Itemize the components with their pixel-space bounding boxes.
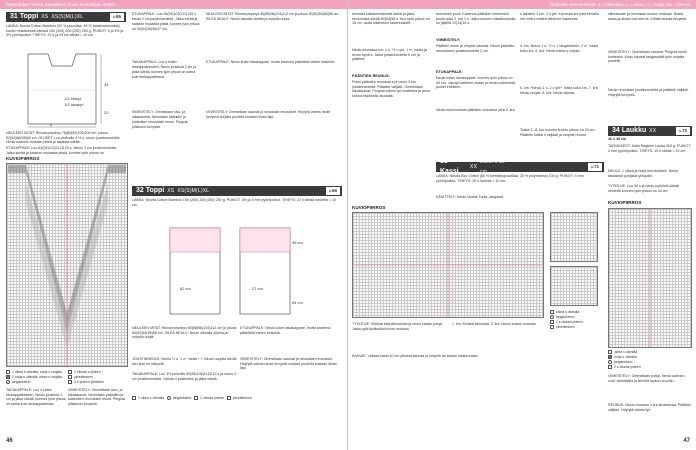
legend-swatch [608,365,612,369]
pattern-33-legend [550,310,604,330]
pattern-33-body3: 1. krs: Kiinteä silmukka. 2. krs: Neulo kuvion mukaan. [452,322,538,326]
pattern-32-intro: LANKA: Novita Cotton Bamboo 150 (200) 200 (250) 250 g. PUIKOT: 3½ ja 4 mm pyöröpuikot. TIHEYS: 22 s sileää neuletta = 10 cm. [132,198,336,207]
pattern-34-body1: NEULE: 1 oikea ja nurja kerroksittain. Neulo tasaisesti pohjasta ylöspäin. [608,169,679,178]
legend-label: ylivetäminen [232,396,252,400]
legend-label: langankierto [172,396,192,400]
col1-text1: kerrosta kaksinkertaisesti lanka ja jatka neulomista sileää 50(54)58 s. Kun työn pituus on 18 cm, aloita kädentien kavennukset. [352,12,430,26]
left-page-number: 46 [6,438,13,444]
col3-text2: 4. krs: Neulo 1 o, *2 o, 1 langankierto, 2 o*, toista koko krs. 5. krs: Neulo kaikki s nurjaa. [520,44,599,53]
pattern-31-body4: VIIMEISTELY: Ommellaan sivu- ja olkasaumat. Neulotaan pääntien ja kädentien reunuksiin resori. Pingota pitsikuvio kevyesti. [68,388,126,406]
col3-text1: s takaisin 1 krs: 2 n yht. Kavenna krs joka kerralla niin että s määrä vähenee tasaisesti. [520,12,599,21]
col2-subtitle1: VIIMEISTELY: [436,38,461,42]
legend-label: 2 s oikeaa yhteen [614,365,641,369]
left-column-text-5: NEULEEN MITAT: Rinnanympärys 80(88)96(104)112 cm ja pituus 50(52)54(56)58 cm. SILEÄ NEULE: Neulo oikealla oikeita ja nurjalla nurjia. [206,12,340,21]
pattern-34-page-ref: ▶ 72 [676,127,690,135]
pattern-32-title: 32 Toppi [136,187,165,194]
pattern-34-title: 34 Laukku [612,127,647,134]
dim-d: 20 [104,110,109,115]
legend-swatch [550,310,554,314]
pattern-33-header-right [516,162,604,172]
col4-text1: silmukkaan ja neulotaan kuvion mukaan. Nosta lanka ja aloita uusi kerros. Kiristä lankaa kevyesti. [608,12,688,21]
dim-e: 5 [50,122,53,127]
col1-subtitle: PÄÄNTIEN REUNUS: [352,74,390,78]
left-column-text-2: ETUKAPPALE: Luo 84(94)102(112)120 s. Neulo 2 cm joustinneuletta. Jatka sileää ja kaavion mukaista pitsiä, kunnes työn pituus on 33(34)35(36)37 cm. [132,12,200,31]
dim-c: 34 [104,82,109,87]
pattern-31-body3: TAKAKAPPALE: Luo s kuten etukappaleeseen. Neulo joustinta 2 cm ja jatka sileää, kunnes työn pituus on sama kuin etukappaleessa. [6,388,66,406]
pattern-33-intro: LANKA: Novita Eco Cotton (80 % kierrätyspuuvillaa, 20 % polyesteria) 100 g. PUIKOT: 4 mm pyöröpuikko. TIHEYS: 20 s kuviota = 10 cm. [436,174,584,183]
legend-label: ylivetäminen [556,325,575,329]
legend-item [167,396,191,400]
p32-dim-a: 62 cm [180,286,191,291]
legend-swatch [550,320,554,324]
legend-item [132,396,164,400]
p32-dim-c: 38 cm [292,240,303,245]
pattern-34-body2: TYÖOHJE: Luo 90 s ja neulo pyörönä sileää neuletta kunnes työn pituus on 44 cm. [608,184,679,193]
col1-text2: Neulo seuraava krs: 1 n, *2 n yht, 1 n*, toista ja neulo loput s. Jatka joustinneuletta 5 cm ja päättele. [352,48,427,62]
legend-label: 1 oikea s oikealla, nurja s nurjalla [12,370,62,374]
legend-label: 2 oikeaa yhteen [200,396,225,400]
legend-label: 3 s yhteen ylivetäen [74,380,104,384]
legend-swatch [608,360,612,364]
pattern-34-legend [608,350,692,370]
legend-label: langankierto [556,315,575,319]
pattern-31-legend [6,370,66,385]
pattern-32-body4: ETUKAPPALE: Neulo kuten takakappale, mutta kavenna pääntietä varten keskellä. [240,326,331,335]
pattern-33-body1: KÄSITTELY: Neulo Novita Tupla -langasta. [436,195,505,199]
col4-text3: Neulo reunukset joustinneuletta ja päättele väljästi. Höyrytä kevyesti. [608,88,689,97]
pattern-33-size-extra: 21cm x 32 cm [480,159,505,175]
col3-text3: 6. krs: *Neulo 1 o, 2 o yht*, toista koko krs. 7. krs: Neulo nurjaa. 8. krs: Neulo oikeaa. [520,86,599,95]
legend-label: 2 s oikeaa yhteen [556,320,583,324]
left-column-text-6: ETUKAPPALE: Neulo kuten takakappale, mutta kavenna pääntietä varten keskellä. [206,60,335,64]
legend-swatch [132,396,136,400]
right-page-number: 47 [683,438,690,444]
col2-text2: Päättele neule ja ompele saumat. Neulo pääntien reunukseen joustinneuletta 2 cm. [436,44,515,53]
legend-item [6,380,66,385]
legend-swatch [6,380,10,384]
legend-swatch [68,380,72,384]
pattern-34-header [608,126,692,136]
legend-label: nurja s oikealla [614,355,637,359]
pattern-31-chart-title: KUVIOPIIRROS [6,156,40,161]
pattern-32-header-right [238,186,342,196]
legend-item [194,396,224,400]
pattern-33-body4: KAHVAT: Virkkaa kaksi 40 cm pituista kahvaa ja ompele ne kassin sisäreunaan. [352,354,479,358]
right-topbar: Ohjeiden selvennökset: s = silmukka, o = oikea, n = nurja, krs = kerros [348,0,696,9]
left-topbar: Neuleohjeet vihreä (tavallinen) kuvio neulekirjan ohjeet [0,0,347,9]
legend-swatch [550,325,554,329]
pattern-31-page-ref: ▶ 65 [110,13,124,21]
pattern-32-schematic [150,222,330,322]
pattern-33-chart-overlay [352,212,544,318]
col4-text2: VIIMEISTELY: Ommellaan saumat. Pingota neule kosteana. Kudo lopuksi langanpäät työn nurjalle puolelle. [608,50,687,64]
schematic-yoke-back [170,228,220,252]
pattern-31-schematic [6,50,126,128]
pattern-31-body2: ETUKAPPALE: Luo 84(94)102(112)120 s. Neulo 2 cm joustinneuletta. Jatka sileää ja kaavion mukaista pitsiä, kunnes työn pituus on [6,146,117,155]
pattern-32-size-tag: XS [167,188,175,194]
schematic-yoke-front [240,228,290,252]
legend-label: langankierto [12,380,31,384]
col2-text3: Neulo kuten takakappale, kunnes työn pituus on 40 cm. Jaa työ kahteen osaan ja neulo molemmat puolet erikseen. [436,76,516,90]
pattern-33-page-ref: ▶ 71 [588,163,602,171]
left-column-text-7: VIIMEISTELY: Ommellaan saumat ja neulotaan reunukset. Höyrytä valmis neule kevyesti nurjalta puolelta kostean liinan läpi. [206,110,331,119]
pattern-33-body2: TYÖOHJE: Virkkaa ketjusilmukoita ja neulo kassin pohja. Jatka pyöröpuikoilla kuvion mukaan. [352,322,444,331]
pattern-31-chart-overlay [6,163,128,367]
pattern-33-small-chart-1 [550,212,598,262]
col2-text1: kerroksen puoli. Kavenna pääntien molemmin puolin joka 2. krs 1 s. Jatka kunnes olkasilmukoita on jäljellä 12(14)16 s. [436,12,516,26]
pattern-33-title: 33 Kassi [440,158,459,175]
legend-label: ylivetäminen [74,375,93,379]
legend-swatch [6,375,10,379]
legend-item [68,380,128,385]
pattern-34-intro: TARVIKKEET: Kaito Ragtime Lanka 300 g. PUIKOT: 4 mm pyöröpuikko. TIHEYS: 19 s sileää = 10 cm. [608,144,691,153]
pattern-32-body1: NEULEEN MITAT: Rinnanympärys 80(88)96(104)112 cm ja pituus 50(52)54(56)58 cm. SILEÄ NEULE: Neulo oikealla oikeita ja nurjalla nurjia. [132,326,237,340]
pattern-33-small-chart-2 [550,266,598,306]
col3-text4: Toista 1.–8. krs kunnes kuvion pituus on 20 cm. Päättele kaikki s väljästi ja ompele reunat. [520,128,596,137]
legend-swatch [227,396,231,400]
legend-swatch [68,375,72,379]
pattern-33-chart-title: KUVIOPIIRROS [352,205,386,210]
dim-b: 1/2 takakpl [64,102,84,107]
legend-swatch [550,315,554,319]
pattern-32-legend [132,396,342,401]
left-column-text-3: TAKAKAPPALE: Luo s kuten etukappaleeseen. Neulo joustinta 2 cm ja jatka sileää, kunnes työn pituus on sama kuin etukappaleessa. [132,60,197,79]
pattern-34-size-extra: 46 x 48 cm [608,137,627,141]
pattern-32-size-extra: XS(S)M(L)XL [177,188,210,194]
pattern-33-header [436,158,516,175]
legend-swatch [167,396,171,400]
pattern-31-title: 31 Toppi [10,13,39,20]
pattern-32-page-ref: ▶ 66 [326,187,340,195]
pattern-31-intro: LANKA: Novita Cotton Bamboo (52 % puuvillaa, 48 % bambuviskoosia) kuvan mukaisessa värissä 150 (200) 200 (250) 250 g. PUIKOT: 4 ja 4½ ja 3½ pyöröpuikot. TIHEYS: 22 s ja 29 krs sileää = 10 cm. [6,24,124,38]
legend-label: oikea s oikealla [614,350,638,354]
pattern-34-body4: REUNUS: Neulo reunaan 4 krs ainaoikeaa. Päättele väljästi. Höyrytä valmis työ. [608,403,692,412]
legend-swatch [608,350,612,354]
col2-subtitle2: ETUKAPPALE: [436,70,463,74]
pattern-32-body2: JOUSTINNEULE: Neulo *1 o, 1 n*, toista *-*. Neulo nurjalla silmät niin kuin ne näkyvät. [132,357,237,366]
pattern-31-body1: NEULEEN MITAT: Rinnanympärys 76(83)92(100)109 cm, pituus 52(54)56(58)60 cm. OHJEET: Luo puikoille 4 ½ s, neulo joustinneuletta. Neulo kaavion mukaan pitsiä ja tasaista sileää. [6,131,121,145]
legend-label: 1 oikea s oikealla [138,396,165,400]
legend-swatch [68,370,72,374]
pattern-33-size-tag: XX [470,164,478,170]
pattern-34-chart-title: KUVIOPIIRROS [608,200,642,205]
dim-a: 1/2 etukpl [64,96,82,101]
left-column-text-4: VIIMEISTELY: Ommellaan sivu- ja olkasaumat. Neulotaan pääntien ja kädentien reunuksiin resori. Pingota pitsikuvio kevyesti. [132,110,188,129]
pattern-34-body3: VIIMEISTELY: Ommellaan pohja. Neulo kahvat i-cord -tekniikalla ja kiinnitä laukun sivuihin. [608,374,686,383]
legend-item [227,396,252,400]
legend-swatch [6,370,10,374]
legend-swatch [194,396,198,400]
legend-swatch [608,355,612,359]
schematic-front-outline [28,54,96,124]
legend-label: oikea s oikealla [556,310,580,314]
right-page [348,0,696,450]
col2-text4: Neulo kavennukset pääntien reunassa joka 2. krs. [436,108,516,112]
pattern-31-size-tag: XS [41,14,49,20]
col1-text3: Poimi pääntien reunasta s ja neulo 3 krs joustinneuletta. Päättele väljästi. Ommellaan olkasaumat. Pingota valmis työ kosteana ja anna kuivua tasaisella alustalla. [352,80,430,98]
pattern-32-body5: VIIMEISTELY: Ommellaan saumat ja neulotaan reunukset. Höyrytä valmis neule kevyesti nurjalta puolelta kostean liinan läpi. [240,357,337,371]
pattern-31-legend-2 [68,370,128,385]
pattern-32-body3: TAKAKAPPALE: Luo 3½ puikoille 90(98)106(114)122 s ja neulo 2 cm joustinneuletta. Vaihda 4 puikkoihin ja jatka sileää. [132,372,237,381]
pattern-32-header [132,186,238,196]
legend-label: 1 nurja s oikealla, oikea s nurjalla [12,375,62,379]
legend-item [550,325,604,330]
legend-label: langankierto [614,360,633,364]
legend-label: 2 oikeaa s yhteen [74,370,101,374]
p32-dim-d: 54 cm [292,300,303,305]
pattern-34-chart-overlay [608,208,692,348]
pattern-34-size-tag: XX [649,128,657,134]
legend-item [608,365,692,370]
p32-dim-b: 27 cm [252,286,263,291]
pattern-31-size-extra: XS(S)M(L)XL [51,14,84,20]
pattern-31-header [6,12,126,22]
